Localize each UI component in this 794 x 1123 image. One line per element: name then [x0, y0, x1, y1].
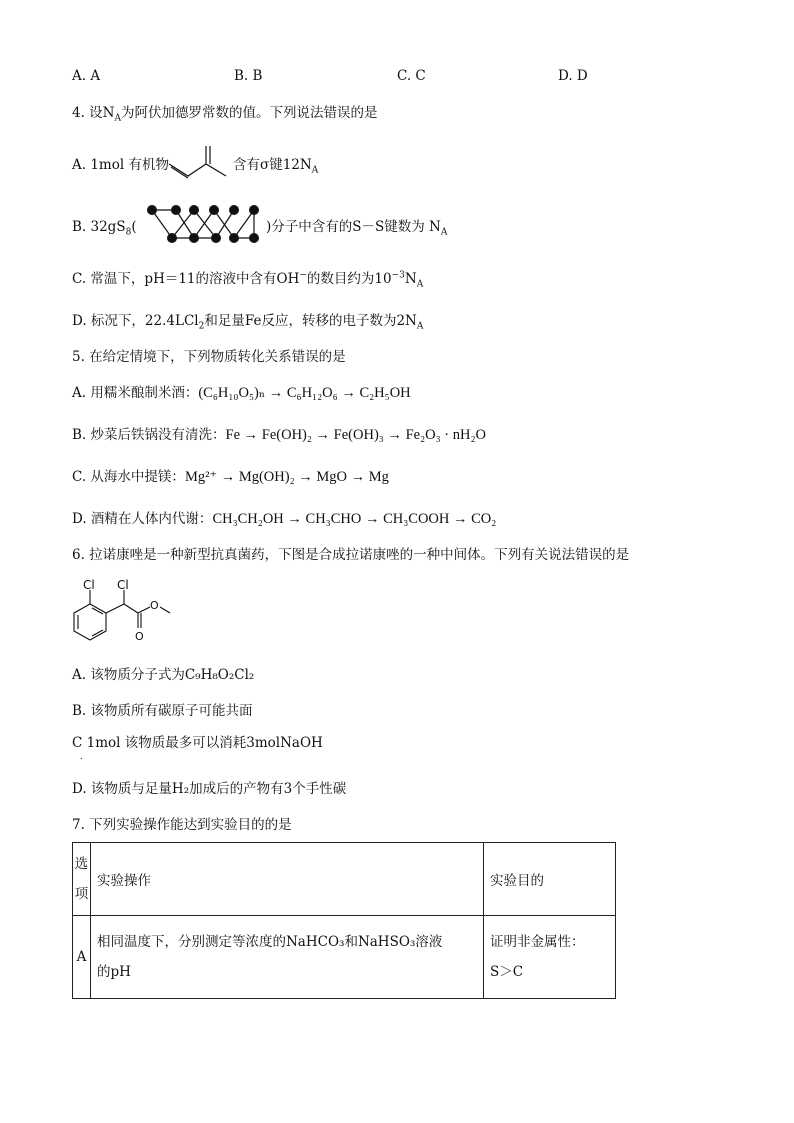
s8-ring-structure-icon: [142, 204, 266, 244]
o-label-ester: O: [150, 599, 159, 612]
q6-option-b: B. 该物质所有碳原子可能共面: [72, 703, 253, 719]
q5-option-c: C. 从海水中提镁：Mg²⁺ → Mg(OH)₂ → MgO → Mg: [72, 469, 389, 485]
row-option: A: [73, 916, 91, 999]
q4-option-b: B. $32gS_8$(: [72, 219, 137, 238]
molecule-structure-icon: [70, 576, 180, 648]
isoprene-structure-icon: [166, 144, 230, 186]
header-operation: 实验操作: [91, 843, 484, 916]
q4-option-a: A. 1mol 有机物: [72, 157, 169, 173]
cl-label-1: Cl: [83, 578, 95, 592]
q4-stem: 4. 设$N_A$为阿伏加德罗常数的值。下列说法错误的是: [72, 105, 378, 124]
q5-option-a: A. 用糯米酿制米酒：(C₆H₁₀O₅)ₙ → C₆H₁₂O₆ → C₂H₅OH: [72, 385, 411, 401]
experiment-table: [72, 842, 616, 999]
option-c: C. C: [397, 68, 426, 84]
table-header-row: [73, 843, 616, 916]
header-goal: 实验目的: [484, 843, 616, 916]
option-d: D. D: [558, 68, 588, 84]
cl-label-2: Cl: [117, 578, 129, 592]
o-label-carbonyl: O: [135, 630, 144, 643]
q5-stem: 5. 在给定情境下，下列物质转化关系错误的是: [72, 349, 346, 365]
q5-option-d: D. 酒精在人体内代谢：CH₃CH₂OH → CH₃CHO → CH₃COOH → CO₂: [72, 511, 497, 527]
header-option: 选 项: [73, 843, 91, 916]
q4-option-b-tail: )分子中含有的S－S键数为 $N_A$: [266, 219, 448, 238]
q5-formula-b: Fe → Fe(OH)₂ → Fe(OH)₃ → Fe₂O₃ · nH₂O: [225, 427, 486, 443]
q5-formula-a: (C₆H₁₀O₅)ₙ → C₆H₁₂O₆ → C₂H₅OH: [198, 385, 411, 401]
option-a: A. A: [72, 68, 101, 84]
q4-option-a-tail: 含有σ键$12N_A$: [233, 157, 319, 176]
q6-option-c: C 1mol 该物质最多可以消耗3molNaOH: [72, 735, 323, 751]
option-b: B. B: [234, 68, 263, 84]
q6-option-a: A. 该物质分子式为C₉H₈O₂Cl₂: [72, 667, 255, 683]
stray-dot: .: [80, 752, 83, 762]
q5-formula-d: CH₃CH₂OH → CH₃CHO → CH₃COOH → CO₂: [212, 511, 497, 527]
q4-option-c: C. 常温下，pH＝11的溶液中含有OH−的数目约为$10^{-3}N_A$: [72, 270, 424, 290]
q7-stem: 7. 下列实验操作能达到实验目的的是: [72, 817, 292, 833]
q5-formula-c: Mg²⁺ → Mg(OH)₂ → MgO → Mg: [184, 469, 389, 485]
q4-option-d: D. 标况下，22.4LCl$_2$和足量Fe反应，转移的电子数为$2N_A$: [72, 313, 424, 332]
q5-option-b: B. 炒菜后铁锅没有清洗：Fe → Fe(OH)₂ → Fe(OH)₃ → Fe₂O₃ · nH₂O: [72, 427, 486, 443]
row-goal: 证明非金属性： S＞C: [484, 916, 616, 999]
q6-option-d: D. 该物质与足量H₂加成后的产物有3个手性碳: [72, 781, 347, 797]
q6-stem: 6. 拉诺康唑是一种新型抗真菌药，下图是合成拉诺康唑的一种中间体。下列有关说法错误的是: [72, 547, 630, 563]
row-operation: 相同温度下，分别测定等浓度的NaHCO₃和NaHSO₃溶液 的pH: [91, 916, 484, 999]
table-row: [73, 916, 616, 999]
